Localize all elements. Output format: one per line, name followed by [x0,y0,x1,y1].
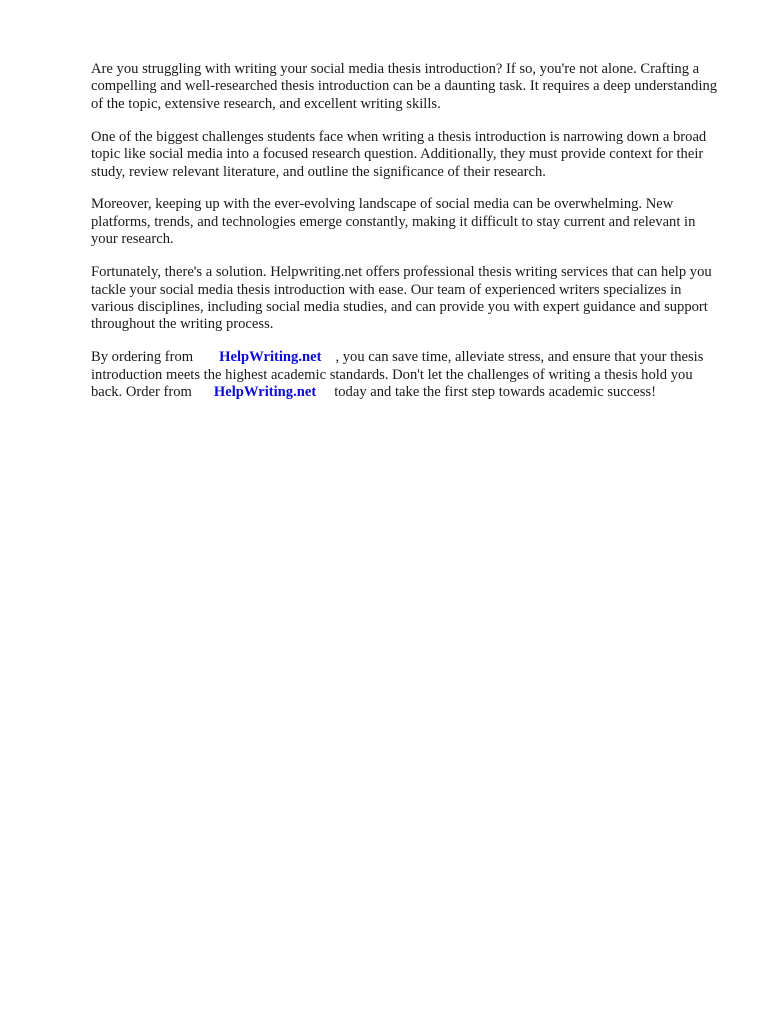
document-page [91,61,723,417]
paragraph-call-to-action [91,349,723,401]
paragraph-challenges: One of the biggest challenges students face when writing a thesis introduction is narrowing down a broad topic like social media into a focused research question. Additionally, they must provide context for their study, review relevant literature, and outline the significance of their research. [91,128,707,180]
paragraph-solution: Fortunately, there's a solution. Helpwriting.net offers professional thesis writing services that can help you tackle your social media thesis introduction with ease. Our team of experienced writers specializes in various disciplines, including social media studies, and can provide you with expert guidance and support throughout the writing process. [91,264,712,333]
helpwriting-link-2[interactable]: HelpWriting.net [213,384,317,401]
paragraph-intro: Are you struggling with writing your social media thesis introduction? If so, you're not alone. Crafting a compelling and well-researched thesis introduction can be a daunting task. It requires a deep understanding of the topic, extensive research, and excellent writing skills. [91,61,718,112]
cta-text-start: By ordering from [91,349,194,366]
paragraph-landscape: Moreover, keeping up with the ever-evolving landscape of social media can be overwhelming. New platforms, trends, and technologies emerge constantly, making it difficult to stay current and relevant in your research. [91,196,696,248]
cta-text-middle: , you can save time, alleviate stress, and ensure that your thesis introduction meets the highest academic standards. Don't let the challenges of writing a thesis hold you back. Order from [91,349,704,401]
cta-text-end: today and take the first step towards academic success! [334,384,656,401]
helpwriting-link-1[interactable]: HelpWriting.net [219,349,322,366]
